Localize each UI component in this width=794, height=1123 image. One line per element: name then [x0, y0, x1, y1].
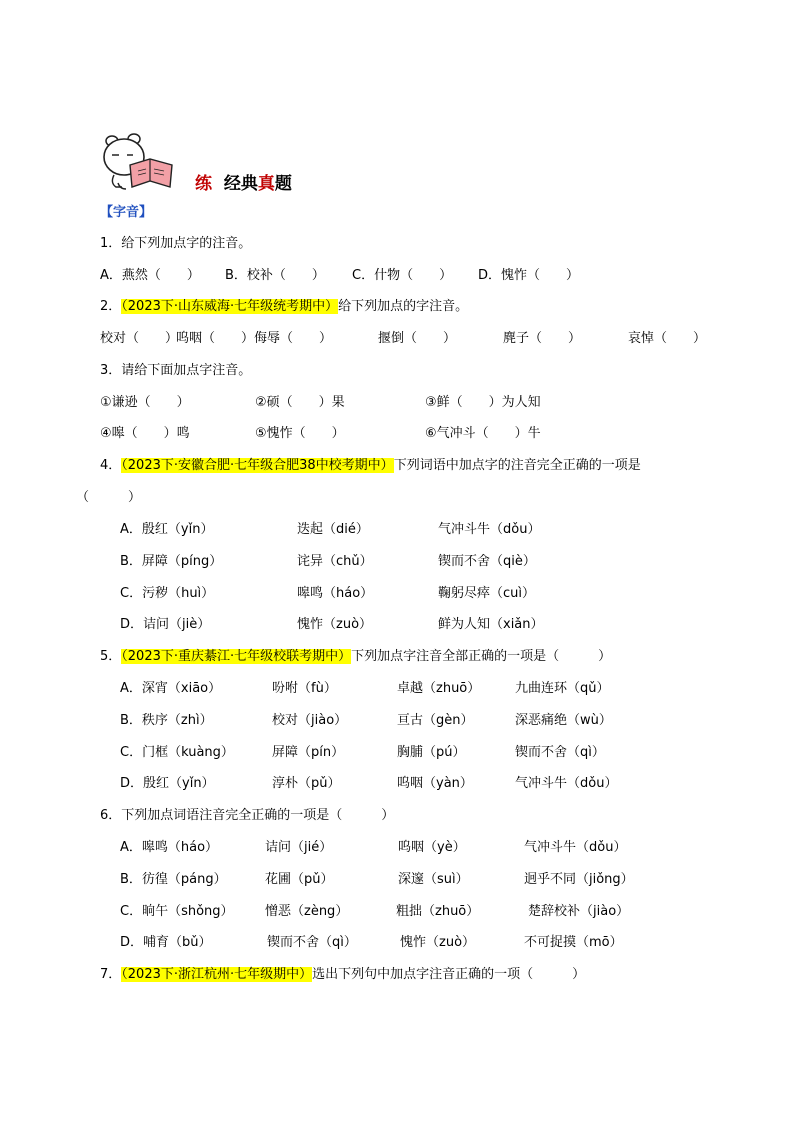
q6-row-d-1: D．哺育（bǔ） [120, 935, 212, 950]
q6-row-b-3: 深邃（suì） [398, 872, 469, 887]
q6-row-d-2: 锲而不舍（qì） [267, 935, 357, 950]
q5-row-d-4: 气冲斗牛（dǒu） [515, 776, 618, 791]
q5-row-a-4: 九曲连环（qǔ） [515, 681, 610, 696]
q6-row-c-1: C．晌午（shǒng） [120, 904, 234, 919]
q1-option-c: C．什物（ ） [352, 268, 453, 283]
q5-number: 5． [100, 649, 122, 664]
q4-answer-paren: （ ） [76, 490, 142, 505]
title-part-jingdian: 经典 [223, 174, 258, 194]
q5-row-d-3: 呜咽（yàn） [397, 776, 473, 791]
question-2 [100, 299, 468, 315]
q4-row-b-2: 诧异（chǔ） [297, 554, 373, 569]
q1-option-b: B．校补（ ） [225, 268, 325, 283]
q5-source: （2023下·重庆綦江·七年级校联考期中） [121, 649, 352, 664]
title-part-ti: 题 [274, 174, 292, 194]
question-1: 1．给下列加点字的注音。 [100, 236, 252, 251]
q5-row-b-4: 深恶痛绝（wù） [515, 713, 612, 728]
q5-row-b-2: 校对（jiào） [272, 713, 348, 728]
q2-item: 呜咽（ ） [176, 331, 255, 346]
q2-source: （2023下·山东威海·七年级统考期中） [121, 299, 339, 314]
q6-row-d-3: 愧怍（zuò） [400, 935, 476, 950]
q6-row-c-3: 粗拙（zhuō） [396, 904, 480, 919]
q5-row-d-1: D．殷红（yǐn） [120, 776, 215, 791]
q4-source: （2023下·安徽合肥·七年级合肥38中校考期中） [121, 458, 394, 473]
q2-item: 麂子（ ） [503, 331, 582, 346]
q1-option-d: D．愧怍（ ） [478, 268, 580, 283]
q3-item: ④嗥（ ）鸣 [100, 426, 190, 441]
q6-row-b-4: 迥乎不同（jiǒng） [524, 872, 634, 887]
reading-bear-icon [100, 131, 180, 193]
q6-row-c-4: 楚辞校补（jiào） [528, 904, 630, 919]
section-label: 【字音】 [100, 205, 153, 220]
q6-row-b-1: B．彷徨（páng） [120, 872, 227, 887]
q3-item: ②硕（ ）果 [255, 395, 345, 410]
q4-row-c-2: 嗥鸣（háo） [297, 586, 374, 601]
q5-row-a-1: A．深宵（xiāo） [120, 681, 222, 696]
title-char-lian: 练 [195, 174, 212, 194]
q3-item: ①谦逊（ ） [100, 395, 190, 410]
q2-number: 2． [100, 299, 122, 314]
q4-row-a-2: 迭起（dié） [297, 522, 369, 537]
q2-item: 校对（ ） [100, 331, 179, 346]
q5-row-c-1: C．门框（kuàng） [120, 745, 234, 760]
q5-row-b-1: B．秩序（zhì） [120, 713, 213, 728]
q6-row-d-4: 不可捉摸（mō） [524, 935, 623, 950]
q2-text: 给下列加点的字注音。 [338, 299, 469, 314]
page-title [195, 174, 292, 194]
q6-row-c-2: 憎恶（zèng） [265, 904, 349, 919]
q2-item: 哀悼（ ） [628, 331, 707, 346]
q6-row-a-3: 呜咽（yè） [398, 840, 466, 855]
q5-text: 下列加点字注音全部正确的一项是（ ） [351, 649, 612, 664]
question-5 [100, 649, 611, 665]
q4-number: 4． [100, 458, 122, 473]
question-3: 3．请给下面加点字注音。 [100, 363, 252, 378]
q5-row-c-3: 胸脯（pú） [397, 745, 466, 760]
q4-row-b-3: 锲而不舍（qiè） [438, 554, 536, 569]
q6-row-a-2: 诘问（jié） [265, 840, 333, 855]
q4-row-d-1: D．诘问（jiè） [120, 617, 211, 632]
question-7 [100, 967, 585, 983]
q5-row-b-3: 亘古（gèn） [397, 713, 474, 728]
title-char-zhen: 真 [257, 174, 275, 194]
q4-row-b-1: B．屏障（píng） [120, 554, 223, 569]
q5-row-c-2: 屏障（pín） [272, 745, 345, 760]
question-4 [100, 458, 641, 474]
q5-row-a-2: 吩咐（fù） [272, 681, 337, 696]
q4-row-a-1: A．殷红（yǐn） [120, 522, 214, 537]
q7-text: 选出下列句中加点字注音正确的一项（ ） [312, 967, 586, 982]
q4-row-c-1: C．污秽（huì） [120, 586, 215, 601]
q4-text: 下列词语中加点字的注音完全正确的一项是 [393, 458, 641, 473]
q3-item: ③鲜（ ）为人知 [425, 395, 541, 410]
q6-row-b-2: 花圃（pǔ） [265, 872, 334, 887]
q1-option-a: A．燕然（ ） [100, 268, 200, 283]
q3-item: ⑥气冲斗（ ）牛 [425, 426, 541, 441]
q7-source: （2023下·浙江杭州·七年级期中） [121, 967, 313, 982]
q4-row-a-3: 气冲斗牛（dǒu） [438, 522, 541, 537]
question-6: 6．下列加点词语注音完全正确的一项是（ ） [100, 808, 395, 823]
q4-row-d-3: 鲜为人知（xiǎn） [438, 617, 544, 632]
q2-item: 揠倒（ ） [378, 331, 457, 346]
q3-item: ⑤愧怍（ ） [255, 426, 345, 441]
q5-row-c-4: 锲而不舍（qì） [515, 745, 605, 760]
q4-row-d-2: 愧怍（zuò） [297, 617, 373, 632]
q5-row-d-2: 淳朴（pǔ） [272, 776, 341, 791]
q4-row-c-3: 鞠躬尽瘁（cuì） [438, 586, 535, 601]
q2-item: 侮辱（ ） [254, 331, 333, 346]
q6-row-a-4: 气冲斗牛（dǒu） [524, 840, 627, 855]
q7-number: 7． [100, 967, 122, 982]
q5-row-a-3: 卓越（zhuō） [397, 681, 481, 696]
q6-row-a-1: A．嗥鸣（háo） [120, 840, 219, 855]
